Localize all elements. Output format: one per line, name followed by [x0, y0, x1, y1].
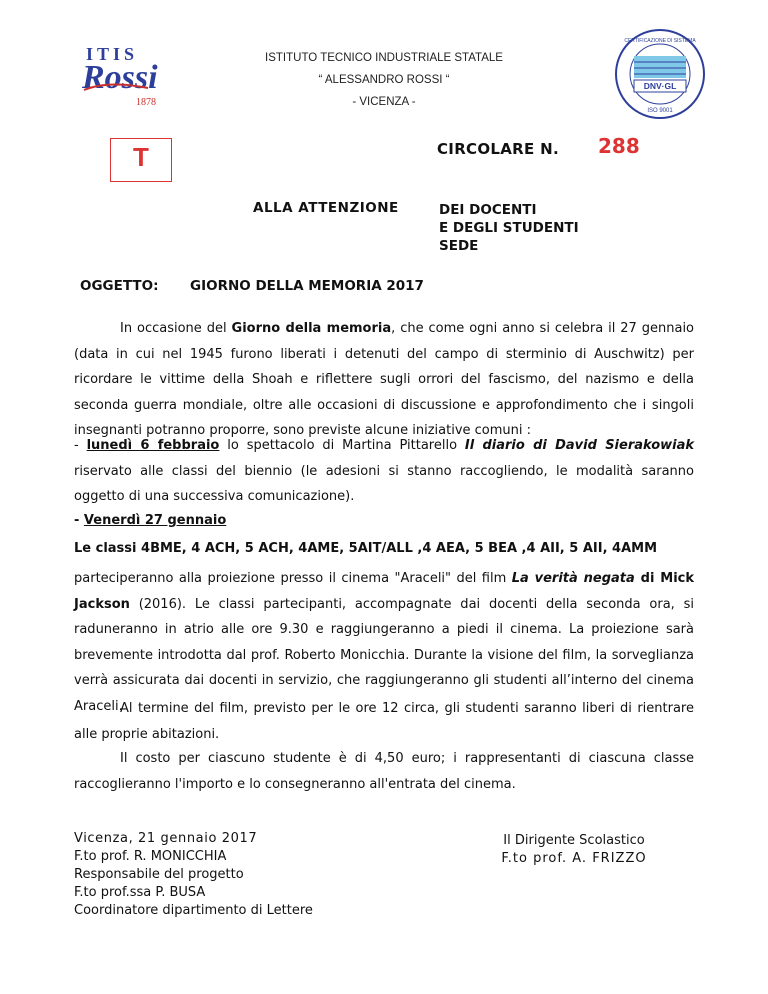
svg-text:ISO 9001: ISO 9001 [647, 108, 673, 114]
signature-line: F.to prof.ssa P. BUSA [74, 885, 206, 900]
event-date: lunedì 6 febbraio [86, 438, 220, 453]
paragraph-end: Al termine del film, previsto per le ore 12 circa, gli studenti saranno liberi di rientrare alle proprie abitazioni. [74, 701, 694, 742]
svg-text:ITIS: ITIS [86, 44, 139, 64]
recipient-line: SEDE [439, 238, 479, 254]
circular-label: CIRCOLARE N. [437, 140, 559, 158]
text-run: - [74, 513, 84, 528]
text-run: In occasione del [120, 321, 232, 336]
school-name: ISTITUTO TECNICO INDUSTRIALE STATALE [265, 52, 503, 64]
school-city: - VICENZA - [352, 96, 416, 108]
director-name: di Mick Jackson [74, 571, 694, 612]
signature-line: F.to prof. A. FRIZZO [501, 851, 647, 866]
signature-left [74, 830, 313, 920]
recipient-line: DEI DOCENTI [439, 202, 537, 218]
event-date: Venerdì 27 gennaio [83, 513, 227, 528]
subject-label: OGGETTO: [80, 278, 159, 294]
text-run: (2016). Le classi partecipanti, accompagnate dai docenti della seconda ora, si raduneranno in atrio alle ore 9.30 e raggiungeranno a piedi il cinema. La proiezione sarà brevemente introdotta dal prof. Roberto Monicchia. Durante la visione del film, la sorveglianza verrà assicurata dai docenti in servizio, che raggiungeranno gli studenti all’interno del cinema Araceli. [74, 596, 694, 714]
category-marker [110, 138, 172, 182]
text-run: lo spettacolo di Martina Pittarello [219, 438, 465, 453]
category-letter: T [133, 142, 149, 172]
text-run-bold: Giorno della memoria [231, 321, 392, 336]
school-logo [78, 36, 168, 108]
paragraph-cost: Il costo per ciascuno studente è di 4,50 euro; i rappresentanti di ciascuna classe raccoglieranno l'importo e lo consegneranno all'entrata del cinema. [74, 751, 694, 792]
svg-text:Rossi: Rossi [82, 59, 158, 96]
text-run: riservato alle classi del biennio (le adesioni si stanno raccogliendo, le modalità saranno oggetto di una successiva comunicazione). [74, 463, 694, 504]
svg-text:1878: 1878 [136, 97, 156, 108]
signature-line: Coordinatore dipartimento di Lettere [74, 903, 313, 918]
paragraph-event-2-heading [74, 508, 694, 534]
circular-number: 288 [598, 134, 640, 158]
text-run: - [74, 438, 87, 453]
signature-line: F.to prof. R. MONICCHIA [74, 849, 227, 864]
signature-line: Vicenza, 21 gennaio 2017 [74, 831, 258, 846]
svg-text:DNV·GL: DNV·GL [643, 81, 677, 91]
signature-line: Responsabile del progetto [74, 867, 244, 882]
subject-text: GIORNO DELLA MEMORIA 2017 [190, 278, 424, 294]
show-title: Il diario di David Sierakowiak [464, 438, 695, 453]
signature-line: Il Dirigente Scolastico [503, 833, 645, 848]
text-run: , che come ogni anno si celebra il 27 gennaio (data in cui nel 1945 furono liberati i detenuti del campo di sterminio di Auschwitz) per ricordare le vittime della Shoah e riflettere sugli orrori del fascismo, del nazismo e della seconda guerra mondiale, oltre alle occasioni di discussione e approfondimento che i singoli insegnanti potranno proporre, sono previste alcune iniziative comuni : [74, 321, 695, 438]
signature-right [482, 832, 666, 868]
recipient-line: E DEGLI STUDENTI [439, 220, 579, 236]
certification-seal [612, 26, 708, 122]
paragraph-event-1 [74, 433, 694, 510]
film-title: La verità negata [511, 571, 635, 586]
classes-list: Le classi 4BME, 4 ACH, 5 ACH, 4AME, 5AIT/ALL ,4 AEA, 5 BEA ,4 AII, 5 AII, 4AMM [74, 541, 658, 556]
paragraph-intro [74, 316, 694, 444]
text-run: parteciperanno alla proiezione presso il cinema "Araceli" del film [74, 571, 512, 586]
attention-label: ALLA ATTENZIONE [253, 200, 399, 216]
svg-text:CERTIFICAZIONE DI SISTEMA: CERTIFICAZIONE DI SISTEMA [624, 38, 696, 44]
recipients [439, 201, 579, 255]
school-title: “ ALESSANDRO ROSSI “ [318, 74, 450, 86]
